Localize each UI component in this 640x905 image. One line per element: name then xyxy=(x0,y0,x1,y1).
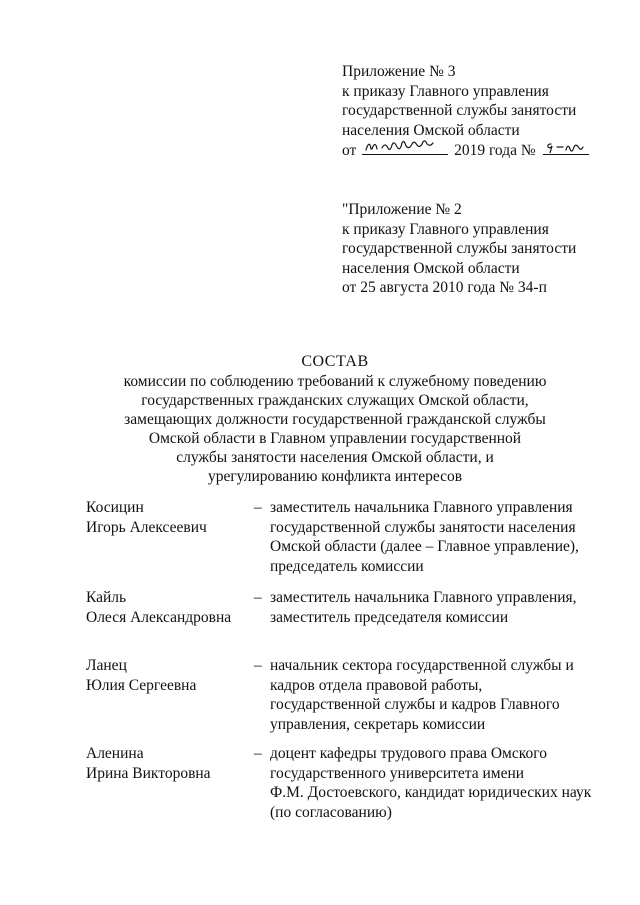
member-role xyxy=(270,656,596,734)
role-line: Ф.М. Достоевского, кандидат юридических наук xyxy=(270,784,592,801)
appendix-date-line xyxy=(342,140,632,161)
heading-line: комиссии по соблюдению требований к служебному поведению xyxy=(123,373,547,390)
role-line: заместитель начальника Главного управления, xyxy=(270,589,577,606)
member-dash: – xyxy=(254,499,262,516)
role-line: кадров отдела правовой работы, xyxy=(270,676,483,694)
member-surname: Ланец xyxy=(86,657,127,674)
prev-appendix-region-line: населения Омской области xyxy=(342,259,520,277)
appendix-header-current xyxy=(342,62,632,161)
heading-line: замещающих должности государственной гражданской службы xyxy=(124,411,546,428)
heading-line: Омской области в Главном управлении государственной xyxy=(148,430,522,447)
prev-appendix-date-line: от 25 августа 2010 года № 34-п xyxy=(342,279,547,296)
appendix-header-previous xyxy=(342,200,632,298)
role-line: Омской области (далее – Главное управление), xyxy=(270,538,579,555)
composition-heading xyxy=(100,352,570,486)
heading-line: государственных гражданских служащих Омской области, xyxy=(141,392,529,409)
member-dash: – xyxy=(254,657,262,674)
appendix-order-ref: к приказу Главного управления xyxy=(342,82,549,100)
role-line: государственной службы занятости населения xyxy=(270,518,576,536)
appendix-region-line: населения Омской области xyxy=(342,121,520,139)
heading-line: урегулированию конфликта интересов xyxy=(207,468,463,485)
handwritten-number xyxy=(543,140,589,155)
member-role xyxy=(270,588,596,627)
member-dash: – xyxy=(254,745,262,762)
member-given-name: Юлия Сергеевна xyxy=(86,676,197,694)
member-surname: Кайль xyxy=(86,589,127,606)
role-line: (по согласованию) xyxy=(270,803,392,821)
member-name xyxy=(86,498,256,537)
member-role xyxy=(270,744,596,822)
role-line: государственного университета имени xyxy=(270,764,525,782)
role-line: заместитель начальника Главного управления xyxy=(270,499,573,516)
prev-appendix-order-ref: к приказу Главного управления xyxy=(342,220,549,238)
handwritten-number-stroke xyxy=(543,139,589,153)
member-given-name: Олеся Александровна xyxy=(86,608,232,626)
member-surname: Косицин xyxy=(86,499,144,516)
role-line: заместитель председателя комиссии xyxy=(270,608,509,626)
heading-line: службы занятости населения Омской области, и xyxy=(176,449,494,466)
handwritten-date-stroke xyxy=(362,139,448,153)
handwritten-date xyxy=(362,140,448,155)
prev-appendix-title: "Приложение № 2 xyxy=(342,201,462,218)
role-line: доцент кафедры трудового права Омского xyxy=(270,745,547,762)
appendix-title: Приложение № 3 xyxy=(342,63,456,80)
prev-appendix-org-line: государственной службы занятости xyxy=(342,240,577,257)
member-name xyxy=(86,656,256,695)
role-line: управления, секретарь комиссии xyxy=(270,715,486,733)
date-year-text: 2019 года № xyxy=(454,142,536,159)
member-name xyxy=(86,744,256,783)
role-line: председатель комиссии xyxy=(270,557,424,575)
role-line: государственной службы и кадров Главного xyxy=(270,696,560,713)
member-given-name: Ирина Викторовна xyxy=(86,764,211,782)
member-given-name: Игорь Алексеевич xyxy=(86,518,207,536)
role-line: начальник сектора государственной службы и xyxy=(270,657,574,674)
member-name xyxy=(86,588,256,627)
member-role xyxy=(270,498,596,576)
date-prefix: от xyxy=(342,142,357,159)
member-dash: – xyxy=(254,589,262,606)
appendix-org-line: государственной службы занятости xyxy=(342,102,577,119)
heading-title: СОСТАВ xyxy=(301,353,369,370)
member-surname: Аленина xyxy=(86,745,144,762)
